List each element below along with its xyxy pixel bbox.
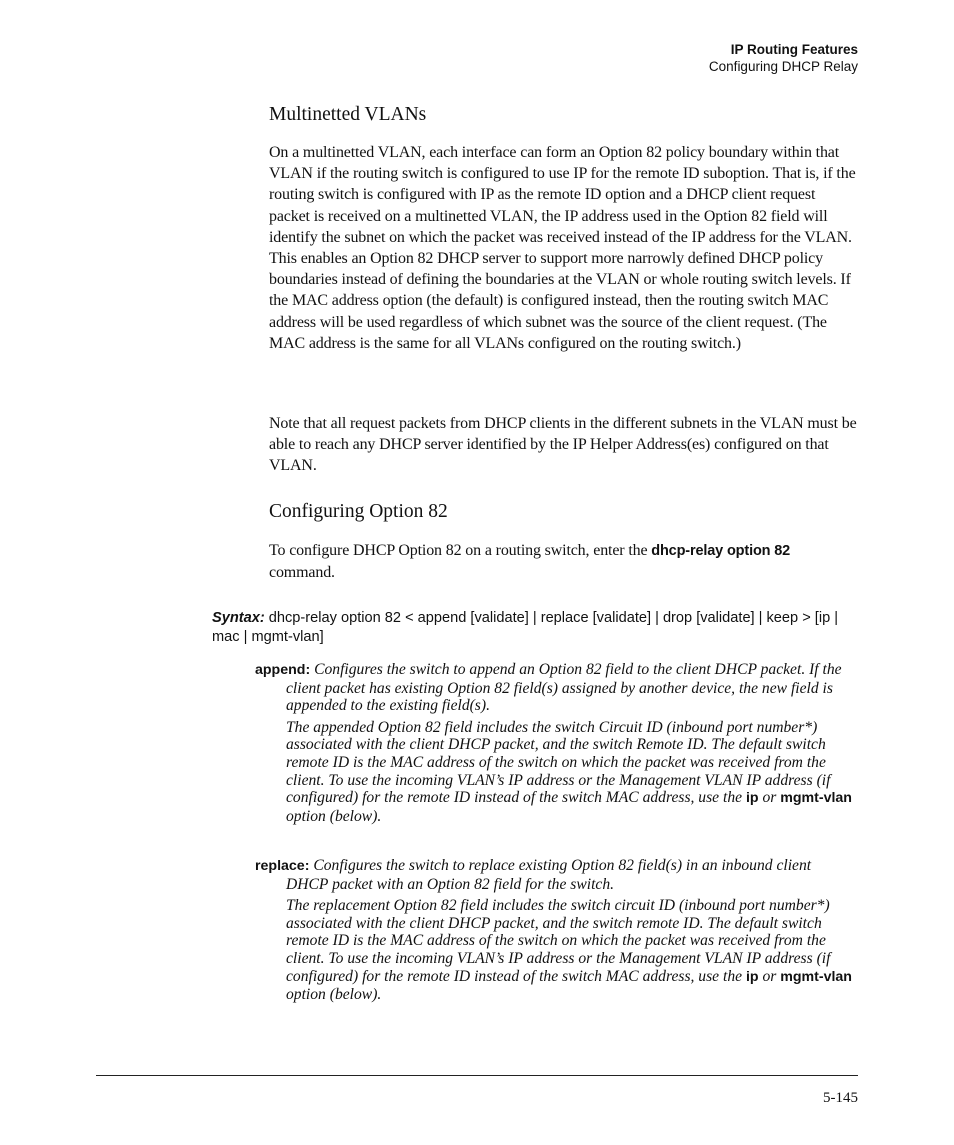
- intro-text: To configure DHCP Option 82 on a routing switch, enter the: [269, 542, 652, 559]
- body-paragraph: [269, 142, 859, 354]
- body-paragraph: [269, 413, 859, 477]
- option-description: [255, 857, 855, 893]
- section-multinetted-vlans: [269, 103, 859, 127]
- option-desc-text: Configures the switch to replace existing Option 82 field(s) in an inbound client DHCP packet with an Option 82 field for the switch.: [286, 857, 812, 893]
- paragraph-multinetted: On a multinetted VLAN, each interface can form an Option 82 policy boundary within that VLAN if the routing switch is configured to use IP for the remote ID suboption. That is, if the routing switch is configured with IP as the remote ID option and a DHCP client request packet is received on a multinetted VLAN, the IP address used in the Option 82 field will identify the subnet on which the packet was received instead of the IP address for the VLAN. This enables an Option 82 DHCP server to support more narrowly defined DHCP policy boundaries instead of defining the boundaries at the VLAN or whole routing switch levels. If the MAC address option (the default) is configured instead, then the routing switch MAC address will be used regardless of which subnet was the source of the client request. (The MAC address is the same for all VLANs configured on the routing switch.): [269, 144, 856, 352]
- option-term: replace:: [255, 858, 310, 874]
- section-configuring-option-82: [269, 500, 859, 524]
- section-title: Configuring DHCP Relay: [708, 59, 858, 74]
- keyword-mgmt-vlan: mgmt-vlan: [780, 968, 852, 985]
- option-detail-text: The appended Option 82 field includes the switch Circuit ID (inbound port number*) associated with the client DHCP packet, and the switch Remote ID. The default switch remote ID is the MAC address of the switch on which the packet was received from the client. To use the incoming VLAN’s IP address or the Management VLAN IP address (if configured) for the remote ID instead of the switch MAC address, use the: [286, 718, 831, 807]
- option-term: append:: [255, 662, 311, 678]
- body-paragraph: [269, 540, 859, 583]
- syntax-line: [212, 609, 857, 646]
- option-detail-text: The replacement Option 82 field includes the switch circuit ID (inbound port number*) associated with the client DHCP packet, and the switch remote ID. The default switch remote ID is the MAC address of the switch on which the packet was received from the client. To use the incoming VLAN’s IP address or the Management VLAN IP address (if configured) for the remote ID instead of the switch MAC address, use the: [286, 897, 831, 985]
- option-detail-text: or: [758, 967, 781, 985]
- option-detail-text: or: [758, 789, 781, 807]
- option-detail: [286, 897, 855, 1004]
- keyword-ip: ip: [745, 790, 759, 807]
- option-description: [255, 661, 855, 715]
- keyword-ip: ip: [745, 968, 759, 985]
- command-keyword: dhcp-relay option 82: [651, 543, 791, 559]
- keyword-mgmt-vlan: mgmt-vlan: [780, 790, 852, 807]
- option-replace: [255, 857, 855, 1004]
- section-heading: Configuring Option 82: [269, 501, 448, 522]
- option-detail: [286, 719, 855, 826]
- intro-text: command.: [269, 564, 335, 582]
- syntax-label: Syntax:: [212, 610, 265, 626]
- paragraph-note: Note that all request packets from DHCP clients in the different subnets in the VLAN must be able to reach any DHCP server identified by the IP Helper Address(es) configured on that VLAN.: [269, 415, 857, 475]
- syntax-command: dhcp-relay option 82 < append [validate] | replace [validate] | drop [validate] | keep > [ip | mac | mgmt-vlan]: [212, 610, 839, 645]
- footer-rule: [96, 1075, 858, 1076]
- page-number: 5-145: [823, 1090, 858, 1106]
- chapter-title: IP Routing Features: [730, 42, 858, 57]
- paragraph-configure-intro: [269, 540, 859, 583]
- option-append: [255, 661, 855, 825]
- option-detail-text: option (below).: [286, 807, 382, 825]
- running-header: [709, 41, 858, 75]
- option-detail-text: option (below).: [286, 986, 382, 1004]
- option-desc-text: Configures the switch to append an Option 82 field to the client DHCP packet. If the client packet has existing Option 82 field(s) assigned by another device, the new field is appended to the existing field(s).: [286, 661, 842, 715]
- section-heading: Multinetted VLANs: [269, 104, 427, 125]
